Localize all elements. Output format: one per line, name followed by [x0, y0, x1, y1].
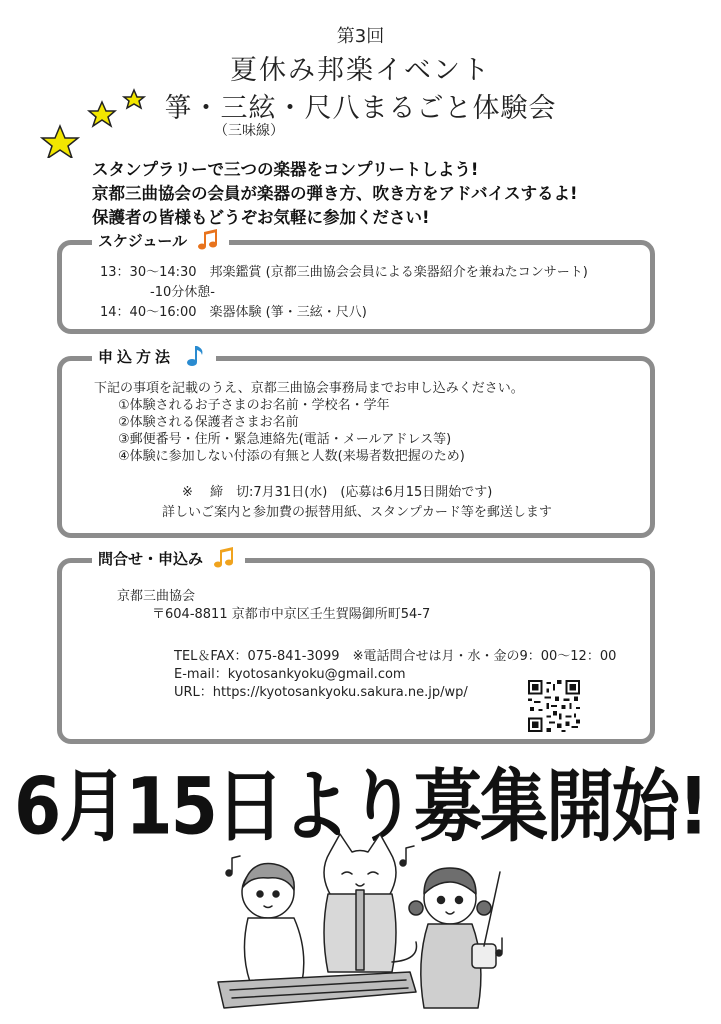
contact-heading [92, 546, 245, 570]
deadline-text: ※ 締 切:7月31日(水) (応募は6月15日開始です) [182, 485, 493, 500]
music-note-icon [213, 546, 235, 570]
music-note-icon [184, 344, 206, 368]
email-address[interactable]: E-mail：kyotosankyoku@gmail.com [174, 667, 406, 682]
website-url[interactable]: URL：https://kyotosankyoku.sakura.ne.jp/wp/ [174, 685, 468, 700]
application-item: ④体験に参加しない付添の有無と人数(来場者数把握のため) [118, 449, 465, 464]
application-item: ③郵便番号・住所・緊急連絡先(電話・メールアドレス等) [118, 432, 452, 447]
schedule-heading [92, 228, 229, 252]
mailing-note: 詳しいご案内と参加費の振替用紙、スタンプカード等を郵送します [162, 505, 552, 520]
postal-address: 〒604-8811 京都市中京区壬生賀陽御所町54-7 [152, 607, 431, 622]
music-note-icon [197, 228, 219, 252]
qr-code[interactable] [528, 680, 580, 732]
contact-label: 問合せ・申込み [98, 549, 204, 568]
application-lead: 下記の事項を記載のうえ、京都三曲協会事務局までお申し込みください。 [94, 381, 524, 396]
schedule-row: 14：40～16:00 楽器体験 (箏・三絃・尺八) [100, 305, 367, 320]
schedule-row: -10分休憩- [150, 285, 215, 300]
intro-line: 京都三曲協会の会員が楽器の弾き方、吹き方をアドバイスするよ! [92, 184, 578, 203]
intro-line: 保護者の皆様もどうぞお気軽に参加ください! [92, 208, 430, 227]
organization-name: 京都三曲協会 [117, 589, 196, 604]
intro-line: スタンプラリーで三つの楽器をコンプリートしよう! [92, 160, 479, 179]
schedule-row: 13：30～14:30 邦楽鑑賞 (京都三曲協会会員による楽器紹介を兼ねたコンサート) [100, 265, 588, 280]
application-heading [92, 344, 216, 368]
schedule-label: スケジュール [98, 231, 188, 250]
event-title: 夏休み邦楽イベント [230, 55, 491, 86]
application-label: 申込方法 [98, 347, 175, 366]
shamisen-note: （三味線） [214, 123, 284, 139]
phone-fax: TEL＆FAX：075-841-3099 ※電話問合せは月・水・金の9：00～12：00 [174, 649, 617, 664]
edition-label: 第3回 [336, 26, 385, 47]
event-subtitle: 箏・三絃・尺八まるごと体験会 [164, 93, 557, 124]
recruitment-headline: 6月15日より募集開始! [14, 761, 707, 853]
children-cat-illustration [210, 832, 510, 1020]
application-item: ①体験されるお子さまのお名前・学校名・学年 [118, 398, 390, 413]
star-icon [42, 126, 78, 158]
application-section [57, 347, 655, 538]
schedule-section [57, 231, 655, 334]
application-item: ②体験される保護者さまお名前 [118, 415, 299, 430]
